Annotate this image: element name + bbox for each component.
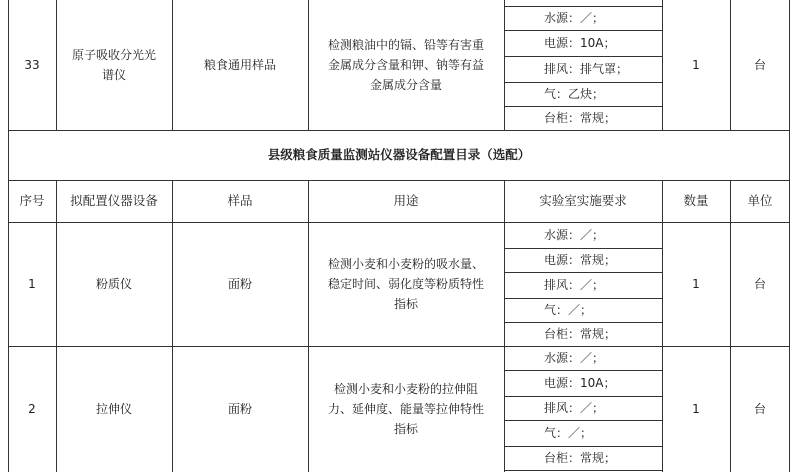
grid-line: [662, 0, 663, 130]
grid-line: [504, 446, 662, 447]
row-33-req-power: 电源：10A；: [544, 36, 616, 50]
grid-line: [504, 396, 662, 397]
row-2-req-exhaust: 排风：／；: [544, 401, 605, 415]
grid-line: [8, 0, 9, 472]
row-33-sample: 粮食通用样品: [203, 58, 276, 72]
row-1-req-cabinet: 台柜：常规；: [544, 327, 617, 341]
row-2-req-water: 水源：／；: [544, 351, 605, 365]
row-2-sample: 面粉: [227, 402, 252, 416]
row-2-req-cabinet: 台柜：常规；: [544, 451, 617, 465]
grid-line: [504, 6, 662, 7]
row-2-index: 2: [28, 402, 36, 416]
row-2-quantity: 1: [692, 402, 700, 416]
grid-line: [8, 346, 790, 347]
row-2-device: 拉伸仪: [95, 402, 132, 416]
row-1-unit: 台: [753, 277, 766, 291]
grid-line: [504, 82, 662, 83]
grid-line: [504, 0, 505, 130]
grid-line: [504, 30, 662, 31]
row-1-purpose-line-2: 稳定时间、弱化度等粉质特性: [327, 277, 484, 291]
header-device: 拟配置仪器设备: [70, 193, 158, 208]
row-1-req-exhaust: 排风：／；: [544, 278, 605, 292]
grid-line: [504, 180, 505, 472]
row-1-req-power: 电源：常规；: [544, 253, 617, 267]
grid-line: [504, 370, 662, 371]
row-33-device-line-2: 谱仪: [101, 68, 126, 82]
row-1-purpose: [308, 222, 504, 346]
row-2-req-gas: 气：／；: [544, 426, 593, 440]
row-2-purpose: [308, 346, 504, 472]
grid-line: [308, 0, 309, 130]
grid-line: [504, 248, 662, 249]
row-33-req-exhaust: 排风：排气罩；: [544, 62, 629, 76]
row-2-purpose-line-2: 力、延伸度、能量等拉伸特性: [327, 402, 484, 416]
header-index: 序号: [19, 193, 45, 208]
grid-line: [8, 222, 790, 223]
section-title: 县级粮食质量监测站仪器设备配置目录（选配）: [267, 147, 531, 162]
row-33-unit: 台: [753, 58, 766, 72]
row-2-purpose-line-3: 指标: [393, 422, 418, 436]
row-33-purpose-line-3: 金属成分含量: [369, 78, 442, 92]
grid-line: [504, 420, 662, 421]
header-quantity: 数量: [683, 193, 709, 208]
row-33-purpose-line-2: 金属成分含量和钾、钠等有益: [327, 58, 484, 72]
grid-line: [504, 272, 662, 273]
header-purpose: 用途: [393, 193, 419, 208]
grid-line: [56, 180, 57, 472]
row-1-purpose-line-3: 指标: [393, 297, 418, 311]
grid-line: [504, 106, 662, 107]
header-requirements: 实验室实施要求: [539, 193, 627, 208]
grid-line: [56, 0, 57, 130]
row-33-req-cabinet: 台柜：常规；: [544, 111, 617, 125]
row-2-purpose-line-1: 检测小麦和小麦粉的拉伸阻: [333, 382, 478, 396]
grid-line: [504, 56, 662, 57]
grid-line: [789, 0, 790, 472]
grid-line: [504, 470, 662, 471]
header-sample: 样品: [227, 193, 253, 208]
row-33-device-line-1: 原子吸收分光光: [71, 48, 156, 62]
row-1-req-water: 水源：／；: [544, 228, 605, 242]
row-2-unit: 台: [753, 402, 766, 416]
row-33-quantity: 1: [692, 58, 700, 72]
row-1-req-gas: 气：／；: [544, 303, 593, 317]
grid-line: [504, 298, 662, 299]
grid-line: [730, 0, 731, 130]
grid-line: [172, 0, 173, 130]
grid-line: [8, 180, 790, 181]
row-2-req-power: 电源：10A；: [544, 376, 616, 390]
grid-line: [172, 180, 173, 472]
row-33-req-water: 水源：／；: [544, 11, 605, 25]
row-1-device: 粉质仪: [95, 277, 132, 291]
row-1-purpose-line-1: 检测小麦和小麦粉的吸水量、: [327, 257, 484, 271]
row-33-purpose-line-1: 检测粮油中的镉、铅等有害重: [327, 38, 484, 52]
grid-line: [662, 180, 663, 472]
header-unit: 单位: [747, 193, 773, 208]
grid-line: [308, 180, 309, 472]
row-1-sample: 面粉: [227, 277, 252, 291]
grid-line: [504, 322, 662, 323]
row-33-index: 33: [24, 58, 40, 72]
row-1-index: 1: [28, 277, 36, 291]
grid-line: [8, 130, 790, 131]
row-1-quantity: 1: [692, 277, 700, 291]
row-33-req-gas: 气：乙炔；: [544, 87, 605, 101]
row-33-device: [56, 0, 172, 130]
row-33-purpose: [308, 0, 504, 130]
grid-line: [730, 180, 731, 472]
